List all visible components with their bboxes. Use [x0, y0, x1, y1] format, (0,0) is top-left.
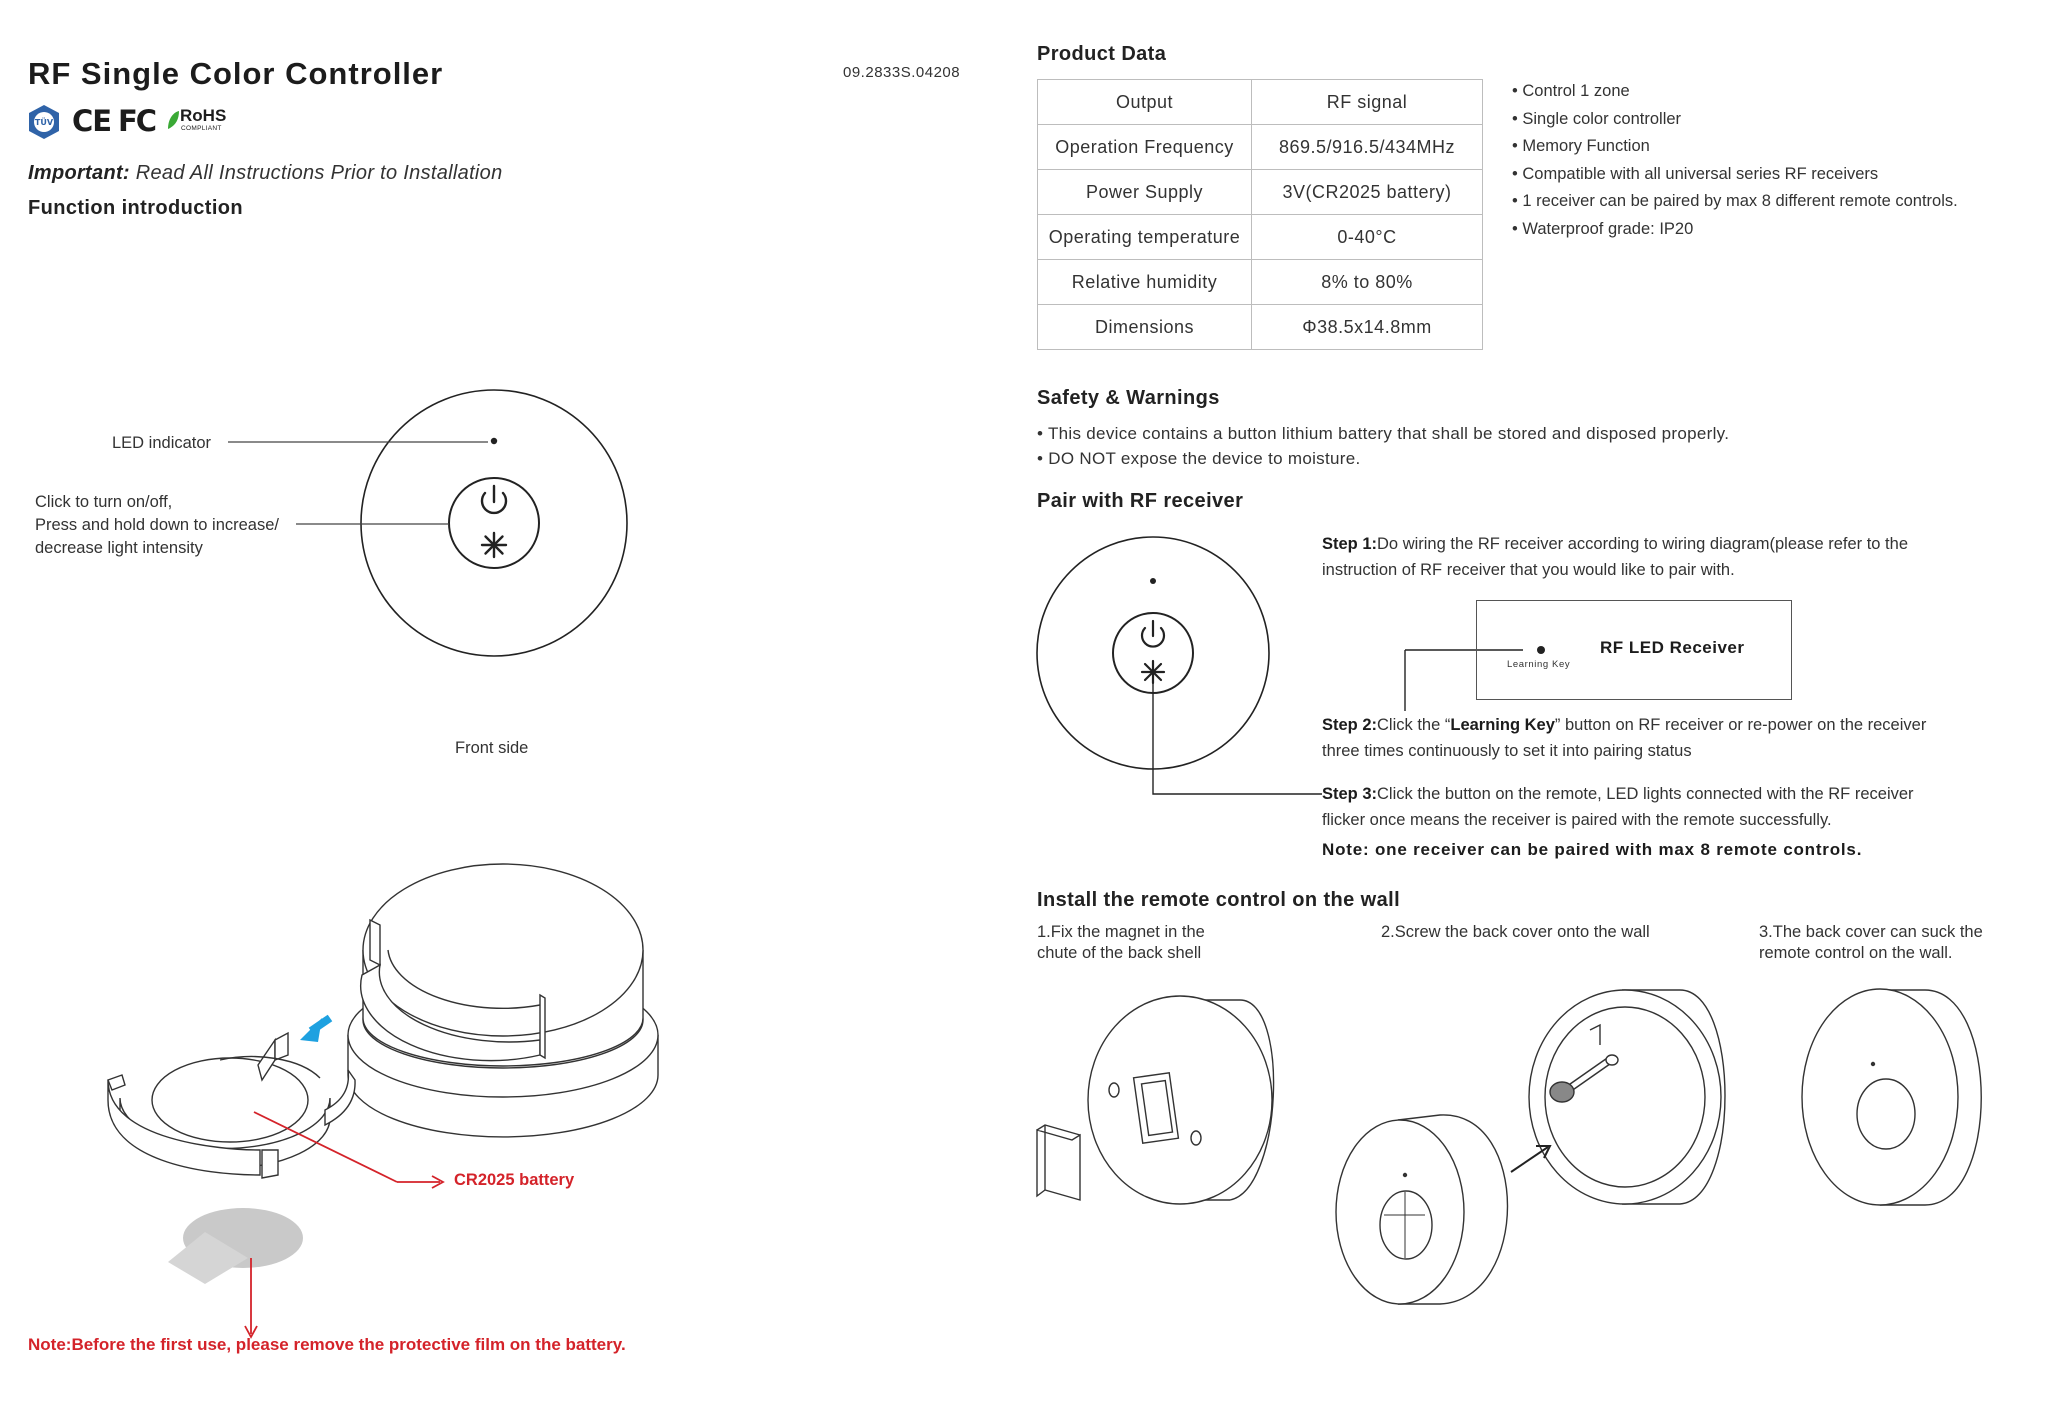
table-value: RF signal: [1252, 80, 1483, 125]
step1-text: Do wiring the RF receiver according to wiring diagram(please refer to the: [1377, 535, 1908, 553]
table-value: 3V(CR2025 battery): [1252, 170, 1483, 215]
step1-text-line-2: instruction of RF receiver that you would like to pair with.: [1322, 561, 1735, 579]
pair-step-1: [1322, 531, 1908, 583]
step3-label: Step 3:: [1322, 785, 1378, 803]
table-value: 8% to 80%: [1252, 260, 1483, 305]
step1-label: Step 1:: [1322, 535, 1378, 553]
pair-step-2: [1322, 712, 1926, 764]
front-cover-illustration: [1336, 1115, 1508, 1304]
button-function-label: [35, 491, 279, 560]
safety-list: [1037, 422, 1729, 471]
pair-step-3: [1322, 781, 1914, 833]
function-intro-heading: Function introduction: [28, 197, 244, 219]
step2-pre: Click the “: [1377, 716, 1451, 734]
step3-text-line-2: flicker once means the receiver is paired with the remote successfully.: [1322, 811, 1832, 829]
battery-red-leader: [245, 1112, 443, 1337]
pairing-note: Note: one receiver can be paired with max 8 remote controls.: [1322, 840, 1863, 859]
remote-body-illustration: [348, 864, 658, 1137]
list-item: • Compatible with all universal series RF receivers: [1512, 161, 1958, 189]
step2-key: Learning Key: [1450, 716, 1555, 734]
battery-label: CR2025 battery: [454, 1171, 575, 1189]
install-step-3-line-2: remote control on the wall.: [1759, 944, 1953, 962]
step2-label: Step 2:: [1322, 716, 1378, 734]
table-value: Φ38.5x14.8mm: [1252, 305, 1483, 350]
fc-mark: FC: [118, 104, 156, 138]
pair-led-dot: [1150, 578, 1156, 584]
protective-film-illustration: [168, 1208, 303, 1284]
table-row: [1038, 305, 1483, 350]
list-item: • Waterproof grade: IP20: [1512, 216, 1958, 244]
list-item: • Single color controller: [1512, 106, 1958, 134]
tuv-text: TÜV: [34, 118, 54, 127]
mounted-remote-illustration: [1802, 989, 1981, 1205]
feature-list: [1512, 78, 1958, 244]
table-value: 869.5/916.5/434MHz: [1252, 125, 1483, 170]
front-side-caption: Front side: [455, 739, 529, 757]
step2-text-line-2: three times continuously to set it into pairing status: [1322, 742, 1692, 760]
document-code: 09.2833S.04208: [843, 64, 961, 81]
install-step-3-line-1: 3.The back cover can suck the: [1759, 923, 1983, 941]
battery-film-note: Note:Before the first use, please remove the protective film on the battery.: [28, 1335, 626, 1354]
led-indicator-dot: [491, 438, 497, 444]
step3-leader-line: [1153, 683, 1322, 794]
install-step-1-caption: [1037, 922, 1205, 964]
power-icon: [482, 486, 506, 513]
important-label: Important:: [28, 162, 130, 184]
rf-receiver-label: RF LED Receiver: [1600, 638, 1745, 657]
list-item: • DO NOT expose the device to moisture.: [1037, 447, 1729, 472]
pair-remote-body-circle: [1037, 537, 1269, 769]
tuv-logo-icon: [26, 104, 62, 140]
back-shell-illustration: [1088, 996, 1274, 1204]
table-key: Output: [1038, 80, 1252, 125]
important-notice: [28, 162, 503, 185]
table-key: Relative humidity: [1038, 260, 1252, 305]
list-item: • 1 receiver can be paired by max 8 different remote controls.: [1512, 188, 1958, 216]
product-data-table: [1037, 79, 1483, 350]
step3-text: Click the button on the remote, LED lights connected with the RF receiver: [1377, 785, 1914, 803]
pair-power-icon: [1142, 621, 1164, 647]
pair-brightness-star-icon: [1142, 661, 1164, 683]
screw-illustration: [1550, 1055, 1618, 1102]
button-label-line-2: Press and hold down to increase/: [35, 516, 279, 534]
table-key: Power Supply: [1038, 170, 1252, 215]
remote-button-circle: [449, 478, 539, 568]
install-step-1-line-1: 1.Fix the magnet in the: [1037, 923, 1205, 941]
rohs-mark: RoHS: [180, 106, 227, 125]
back-cover-illustration: [1529, 990, 1725, 1204]
step2-post: ” button on RF receiver or re-power on the receiver: [1554, 716, 1927, 734]
list-item: • Control 1 zone: [1512, 78, 1958, 106]
table-value: 0-40°C: [1252, 215, 1483, 260]
brightness-star-icon: [482, 533, 506, 557]
table-key: Operating temperature: [1038, 215, 1252, 260]
table-row: [1038, 125, 1483, 170]
rohs-compliant: COMPLIANT: [181, 125, 222, 132]
blue-insert-arrow-icon: [300, 1018, 330, 1042]
ce-mark: CE: [72, 104, 112, 138]
table-row: [1038, 170, 1483, 215]
pairing-heading: Pair with RF receiver: [1037, 490, 1244, 512]
led-indicator-label: LED indicator: [112, 434, 212, 452]
install-heading: Install the remote control on the wall: [1037, 889, 1401, 911]
important-text: Read All Instructions Prior to Installation: [135, 162, 503, 184]
table-row: [1038, 260, 1483, 305]
rohs-leaf-icon: [166, 110, 180, 130]
list-item: • This device contains a button lithium battery that shall be stored and disposed properly.: [1037, 422, 1729, 447]
battery-holder-illustration: [108, 1033, 355, 1178]
list-item: • Memory Function: [1512, 133, 1958, 161]
assembly-arrow-icon: [1511, 1146, 1550, 1172]
install-step-3-caption: [1759, 922, 1983, 964]
document-title: RF Single Color Controller: [28, 56, 444, 91]
product-data-heading: Product Data: [1037, 43, 1167, 65]
table-row: [1038, 80, 1483, 125]
learning-key-label: Learning Key: [1507, 659, 1571, 670]
button-label-line-1: Click to turn on/off,: [35, 493, 173, 511]
button-label-line-3: decrease light intensity: [35, 539, 203, 557]
table-row: [1038, 215, 1483, 260]
table-key: Dimensions: [1038, 305, 1252, 350]
table-key: Operation Frequency: [1038, 125, 1252, 170]
magnet-illustration: [1037, 1125, 1080, 1200]
remote-body-circle: [361, 390, 627, 656]
safety-heading: Safety & Warnings: [1037, 387, 1220, 409]
install-step-2-caption: 2.Screw the back cover onto the wall: [1381, 923, 1650, 941]
certification-logos: [26, 104, 226, 140]
cr2025-battery-shape: [152, 1058, 308, 1142]
pair-remote-button-circle: [1113, 613, 1193, 693]
install-step-1-line-2: chute of the back shell: [1037, 944, 1202, 962]
